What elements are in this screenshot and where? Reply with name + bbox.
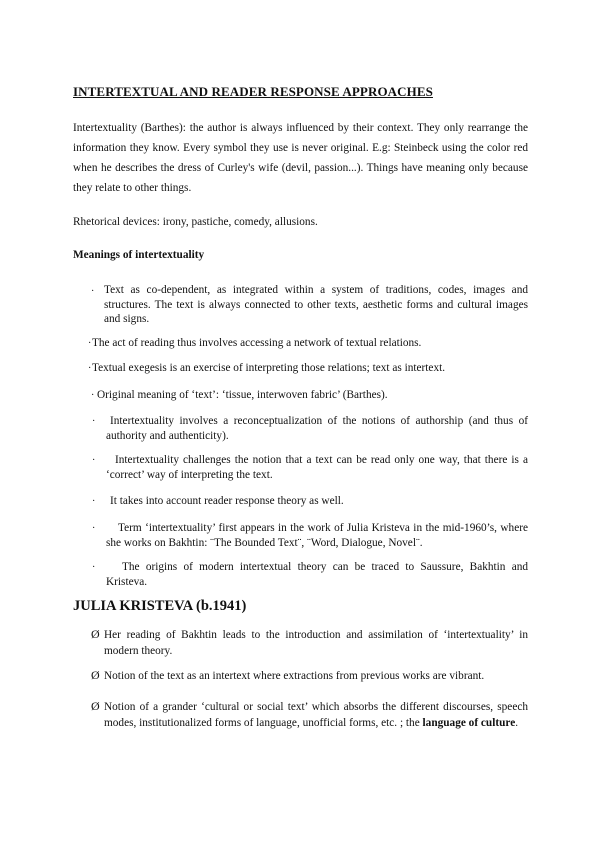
arrow-bullet-icon: Ø [91,699,100,713]
intro-paragraph: Intertextuality (Barthes): the author is always influenced by their context. They only rearrange the information they know. Every symbol they use is never original. E.g: Steinbeck using the color red when he describes the dress of Curley's wife (devil, passion...). Things have meaning only because they relate to other things. [73,122,528,194]
bullet-mark: · [88,363,92,374]
bullet-item-8: Term ‘intertextuality’ first appears in the work of Julia Kristeva in the mid-1960’s, where she works on Bakhtin: ¨The Bounded Text¨, ¨Word, Dialogue, Novel¨. [106,522,528,549]
bullet-mark: · [92,496,96,507]
arrow-bullet-icon: Ø [91,627,100,641]
bullet-mark: · [88,338,92,349]
kristeva-heading: JULIA KRISTEVA (b.1941) [73,598,247,614]
rhetorical-devices-paragraph: Rhetorical devices: irony, pastiche, comedy, allusions. [73,216,318,228]
bullet-item-6: Intertextuality challenges the notion that a text can be read only one way, that there is a ‘correct’ way of interpreting the text. [106,454,528,481]
bullet-mark: · [91,286,95,297]
kristeva-item-1: Her reading of Bakhtin leads to the introduction and assimilation of ‘intertextuality’ in modern theory. [104,629,528,657]
bullet-item-4: Original meaning of ‘text’: ‘tissue, interwoven fabric’ (Barthes). [97,389,388,401]
bullet-item-7: It takes into account reader response theory as well. [110,495,344,507]
bullet-item-3: Textual exegesis is an exercise of interpreting those relations; text as intertext. [92,362,446,374]
kristeva-item-3-text: Notion of a grander ‘cultural or social text’ which absorbs the different discourses, speech modes, institutionalized forms of language, unofficial forms, etc. ; the [104,701,528,729]
bullet-mark: · [91,390,95,401]
bullet-mark: · [92,455,96,466]
language-of-culture-term: language of culture [422,717,516,729]
arrow-bullet-icon: Ø [91,668,100,682]
bullet-mark: · [92,416,96,427]
bullet-item-1: Text as co-dependent, as integrated within a system of traditions, codes, images and structures. The text is always connected to other texts, aesthetic forms and cultural images and signs. [104,284,528,325]
bullet-item-2: The act of reading thus involves accessing a network of textual relations. [92,337,422,349]
page-title: INTERTEXTUAL AND READER RESPONSE APPROACHES [73,84,433,99]
sentence-period: . [515,717,519,729]
kristeva-item-3 [104,699,528,731]
bullet-mark: · [92,562,96,573]
kristeva-item-2: Notion of the text as an intertext where extractions from previous works are vibrant. [104,670,485,682]
bullet-item-9: The origins of modern intertextual theory can be traced to Saussure, Bakhtin and Kristeva. [106,561,528,588]
bullet-mark: · [92,523,96,534]
bullet-item-5: Intertextuality involves a reconceptualization of the notions of authorship (and thus of authority and authenticity). [106,415,528,442]
meanings-heading: Meanings of intertextuality [73,249,205,261]
